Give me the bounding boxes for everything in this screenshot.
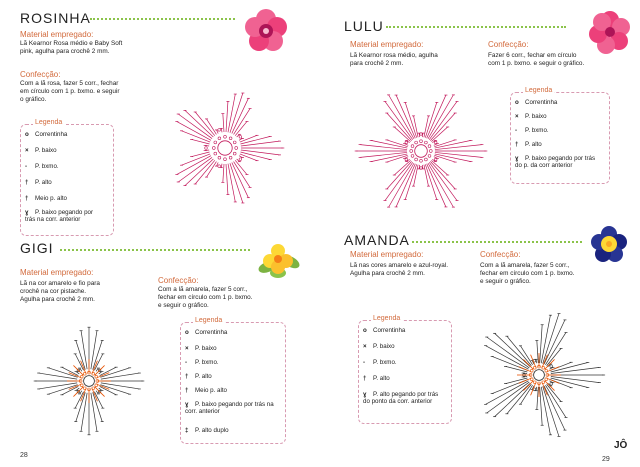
chain-stitch — [239, 158, 242, 161]
rosinha-legend — [20, 119, 114, 236]
stitch-mark — [541, 315, 550, 363]
stitch-mark — [76, 340, 85, 369]
brand-logo: JÔ — [614, 440, 628, 451]
lulu-confeccao-heading: Confecção: — [488, 40, 529, 49]
stitch-mark — [427, 164, 446, 207]
chain-stitch — [429, 150, 432, 153]
stitch-mark — [537, 387, 538, 410]
stitch-mark — [100, 385, 129, 394]
gigi-confeccao-heading: Confecção: — [158, 276, 199, 285]
rosinha-confeccao-line-1: Com a lã rosa, fazer 5 corr., fechar — [20, 80, 119, 87]
stitch-mark — [427, 95, 446, 138]
stitch-mark — [551, 362, 588, 372]
gigi-material-line-1: Lã na cor amarelo e fio para — [20, 280, 100, 287]
legend-item: × P. baixo — [363, 343, 395, 350]
chain-stitch — [415, 158, 418, 161]
right-page — [320, 0, 640, 467]
gigi-title: GIGI — [20, 240, 54, 256]
stitch-mark — [537, 340, 538, 363]
stitch-mark — [195, 160, 215, 184]
amanda-confeccao-heading: Confecção: — [480, 250, 521, 259]
lulu-title: LULU — [344, 18, 384, 34]
stitch-mark — [385, 162, 413, 200]
gigi-confeccao-line-3: e seguir o gráfico. — [158, 302, 209, 309]
stitch-mark — [487, 382, 530, 413]
chain-stitch — [428, 155, 431, 158]
chain-stitch — [420, 159, 423, 162]
chain-stitch — [420, 140, 423, 143]
legend-item: † Meio p. alto — [25, 195, 67, 202]
stitch-mark — [385, 101, 413, 139]
rosinha-title: ROSINHA — [20, 10, 91, 26]
stitch-mark — [93, 392, 102, 421]
legend-item: o Correntinha — [363, 327, 406, 334]
legend-item: × P. baixo — [515, 113, 547, 120]
legend-item: ɣ P. baixo pegando por trás do p. da corr anterior — [515, 155, 596, 169]
legend-item: × P. baixo — [25, 147, 57, 154]
gigi-crochet-chart — [28, 320, 150, 442]
gigi-material-line-2: crochê na cor pistache. — [20, 288, 87, 295]
center-ring — [218, 141, 232, 155]
title-divider — [60, 249, 250, 251]
stitch-mark — [495, 333, 531, 366]
stitch-mark — [93, 340, 102, 369]
amanda-confeccao-line-3: e seguir o gráfico. — [480, 278, 531, 285]
legend-item: × P. baixo — [185, 345, 217, 352]
stitch-mark — [545, 385, 566, 417]
chain-stitch — [218, 137, 221, 140]
stitch-mark — [223, 114, 224, 132]
chain-stitch — [218, 165, 221, 168]
stitch-mark — [241, 141, 280, 146]
title-divider — [412, 241, 582, 243]
stitch-mark — [48, 368, 77, 377]
chain-stitch — [411, 155, 414, 158]
lulu-material-line-1: Lã Kearnor rosa médio, agulha — [350, 52, 438, 59]
stitch-mark — [486, 346, 529, 370]
legend-item: - P. bxmo. — [25, 163, 59, 170]
stitch-mark — [507, 336, 531, 366]
title-divider — [386, 26, 566, 28]
chain-stitch — [214, 141, 217, 144]
stitch-mark — [387, 113, 412, 141]
stitch-mark — [76, 392, 85, 421]
amanda-material-line-2: Agulha para crochê 2 mm. — [350, 270, 425, 277]
chain-stitch — [218, 129, 221, 132]
chain-stitch — [411, 145, 414, 148]
stitch-mark — [76, 372, 79, 374]
chain-stitch — [229, 156, 232, 159]
chain-stitch — [224, 135, 227, 138]
chain-stitch — [550, 365, 553, 368]
stitch-mark — [429, 162, 457, 200]
stitch-mark — [76, 388, 79, 390]
legend-title: Legenda — [195, 317, 223, 324]
stitch-mark — [96, 391, 98, 394]
stitch-mark — [551, 378, 588, 388]
stitch-mark — [371, 154, 407, 162]
legend-item: ɣ P. alto pegando por trás do ponto da corr. anterior — [363, 391, 439, 405]
lulu-material-line-2: para crochê 2 mm. — [350, 60, 404, 67]
stitch-mark — [96, 368, 98, 371]
chain-stitch — [405, 141, 408, 144]
center-ring — [84, 376, 95, 387]
chain-stitch — [425, 158, 428, 161]
legend-item: - P. bxmo. — [363, 359, 397, 366]
gigi-material-heading: Material empregado: — [20, 268, 94, 277]
stitch-mark — [435, 140, 471, 148]
stitch-mark — [495, 383, 531, 416]
page-number: 29 — [602, 456, 610, 463]
stitch-mark — [430, 161, 455, 189]
stitch-mark — [192, 152, 210, 157]
rosinha-confeccao-line-3: o gráfico. — [20, 96, 47, 103]
stitch-mark — [48, 385, 77, 394]
amanda-material-heading: Material empregado: — [350, 250, 424, 259]
stitch-mark — [221, 164, 222, 168]
legend-title: Legenda — [525, 87, 553, 94]
chain-stitch — [233, 141, 236, 144]
stitch-mark — [80, 391, 82, 394]
amanda-confeccao-line-2: fechar em círculo com 1 p. bxmo. — [480, 270, 575, 277]
stitch-mark — [396, 164, 415, 207]
stitch-mark — [541, 387, 550, 435]
legend-title: Legenda — [373, 315, 401, 322]
stitch-mark — [487, 337, 530, 368]
stitch-mark — [185, 110, 213, 137]
stitch-mark — [223, 164, 224, 182]
stitch-mark — [387, 161, 412, 189]
page-number: 28 — [20, 452, 28, 459]
lulu-confeccao-line-2: com 1 p. bxmo. e seguir o gráfico. — [488, 60, 585, 67]
stitch-mark — [232, 98, 249, 133]
chain-stitch — [205, 147, 208, 150]
gigi-confeccao-line-2: fechar em círculo com 1 p. bxmo. — [158, 294, 253, 301]
amanda-confeccao-line-1: Com a lã amarela, fazer 5 corr., — [480, 262, 570, 269]
pink-flower-photo — [586, 10, 634, 54]
rosinha-material-line-2: pink, agulha para crochê 2 mm. — [20, 48, 110, 55]
rosinha-confeccao-line-2: em círculo com 1 p. bxmo. e seguir — [20, 88, 120, 95]
legend-item: - P. bxmo. — [185, 359, 219, 366]
yellow-flower-photo — [255, 238, 301, 280]
rosinha-confeccao-heading: Confecção: — [20, 70, 61, 79]
chain-stitch — [415, 141, 418, 144]
legend-item: † P. alto — [515, 141, 542, 148]
stitch-mark — [80, 368, 82, 371]
stitch-mark — [536, 359, 537, 363]
stitch-mark — [99, 372, 102, 374]
legend-item: o Correntinha — [515, 99, 558, 106]
legend-item: † Meio p. alto — [185, 387, 227, 394]
stitch-mark — [226, 164, 228, 195]
center-ring — [534, 370, 545, 381]
legend-item: - P. bxmo. — [515, 127, 549, 134]
chain-stitch — [212, 147, 215, 150]
stitch-mark — [486, 381, 529, 405]
chain-stitch — [233, 152, 236, 155]
amanda-title: AMANDA — [344, 232, 410, 248]
stitch-mark — [545, 332, 566, 364]
lulu-confeccao-line-1: Fazer 6 corr., fechar em círculo — [488, 52, 577, 59]
pink-flower-photo — [240, 8, 292, 54]
rosinha-material-line-1: Lã Kearnor Rosa médio e Baby Soft — [20, 40, 123, 47]
legend-item: ‡ P. alto duplo — [185, 427, 229, 434]
stitch-mark — [435, 145, 482, 150]
stitch-mark — [221, 128, 222, 132]
rosinha-material-heading: Material empregado: — [20, 30, 94, 39]
stitch-mark — [396, 95, 415, 138]
stitch-mark — [507, 384, 531, 414]
stitch-mark — [241, 150, 280, 155]
legend-item: ɣ P. baixo pegando por trás na corr. anterior — [25, 209, 94, 223]
legend-item: † P. alto — [25, 179, 52, 186]
amanda-legend — [358, 315, 452, 424]
legend-item: o Correntinha — [185, 329, 228, 336]
amanda-material-line-1: Lã nas cores amarelo e azul-royal. — [350, 262, 449, 269]
stitch-mark — [435, 154, 471, 162]
chain-stitch — [434, 158, 437, 161]
stitch-mark — [226, 101, 228, 132]
stitch-mark — [100, 368, 129, 377]
gigi-legend — [180, 317, 286, 444]
legend-item: ɣ P. baixo pegando por trás na corr. anterior — [185, 401, 274, 415]
gigi-material-line-3: Agulha para crochê 2 mm. — [20, 296, 95, 303]
gigi-confeccao-line-1: Com a lã amarela, fazer 5 corr., — [158, 286, 248, 293]
stitch-mark — [195, 112, 215, 136]
chain-stitch — [235, 147, 238, 150]
legend-item: † P. alto — [363, 375, 390, 382]
legend-title: Legenda — [35, 119, 63, 126]
chain-stitch — [410, 150, 413, 153]
title-divider — [90, 18, 235, 20]
amanda-crochet-chart — [464, 300, 614, 450]
chain-stitch — [229, 137, 232, 140]
stitch-mark — [185, 159, 213, 186]
chain-stitch — [239, 136, 242, 139]
chain-stitch — [434, 141, 437, 144]
stitch-mark — [232, 162, 249, 197]
lulu-crochet-chart — [342, 76, 500, 226]
legend-item: o Correntinha — [25, 131, 68, 138]
stitch-mark — [371, 140, 407, 148]
stitch-mark — [540, 387, 542, 425]
stitch-mark — [536, 387, 537, 391]
blue-yellow-flower-photo — [586, 224, 632, 264]
stitch-mark — [360, 152, 407, 157]
lulu-legend — [510, 87, 610, 184]
lulu-material-heading: Material empregado: — [350, 40, 424, 49]
stitch-mark — [192, 139, 210, 144]
stitch-mark — [99, 388, 102, 390]
chain-stitch — [425, 141, 428, 144]
chain-stitch — [550, 383, 553, 386]
legend-item: † P. alto — [185, 373, 212, 380]
chain-stitch — [218, 156, 221, 159]
rosinha-crochet-chart — [160, 68, 290, 228]
stitch-mark — [435, 152, 482, 157]
chain-stitch — [214, 152, 217, 155]
stitch-mark — [430, 113, 455, 141]
stitch-mark — [429, 101, 457, 139]
center-ring — [415, 145, 428, 158]
chain-stitch — [428, 145, 431, 148]
chain-stitch — [224, 158, 227, 161]
stitch-mark — [540, 325, 542, 363]
stitch-mark — [360, 145, 407, 150]
